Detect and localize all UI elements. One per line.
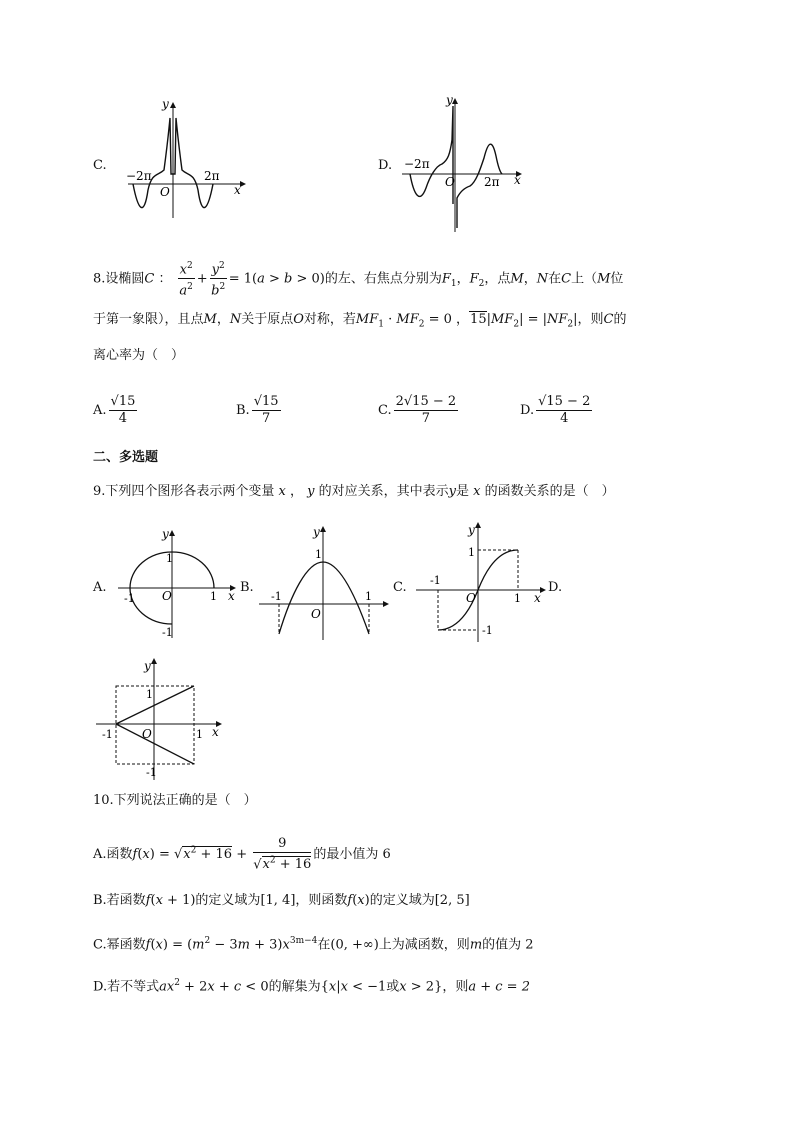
q9-label-c: C.: [393, 580, 407, 595]
svg-text:-1: -1: [482, 624, 493, 637]
q8-option-c: C. $\frac{2√15 - 2}{7}$: [378, 394, 457, 426]
svg-text:O: O: [142, 727, 152, 741]
q8-option-a: A. $\frac{√15}{4}$: [93, 394, 136, 426]
svg-text:y: y: [468, 523, 475, 537]
q10-stem: 10.下列说法正确的是（ ）: [93, 793, 257, 808]
q7d-origin: O: [445, 175, 455, 189]
q10-option-c: C.幂函数$f(x) = (m^2 - 3m + 3)x^{3m-4}$在(0, +∞)上为减函数，则m的值为 2: [93, 936, 534, 953]
svg-text:1: 1: [210, 590, 217, 603]
svg-text:1: 1: [146, 688, 153, 701]
q7d-pos2pi: 2π: [484, 175, 500, 189]
svg-text:x: x: [212, 725, 219, 739]
q7c-pos2pi: 2π: [204, 169, 220, 183]
q8-number: 8.设椭圆: [93, 271, 145, 287]
q7d-neg2pi: −2π: [404, 157, 430, 171]
q7-graph-c: [118, 100, 248, 218]
q8-line1-mid: 的左、右焦点分别为: [324, 271, 442, 287]
q10-option-a: A.函数$f(x) = √x^2 + 16$ + $\frac{9}{√x^2 + 16}$ 的最小值为 6: [93, 836, 391, 873]
q8-line1-end: 在: [548, 271, 562, 287]
svg-text:1: 1: [514, 592, 521, 605]
svg-text:-1: -1: [124, 592, 135, 605]
svg-text:-1: -1: [162, 626, 173, 639]
q9-graph-a: [114, 528, 240, 640]
svg-text:O: O: [162, 589, 172, 603]
q8-line2-b: 关于原点: [241, 312, 294, 327]
svg-text:1: 1: [315, 548, 322, 561]
q7-option-c-label: C.: [93, 158, 107, 173]
svg-text:1: 1: [196, 728, 203, 741]
q8-line2-c: 对称，若: [303, 312, 356, 327]
q7-option-d-label: D.: [378, 158, 393, 173]
q7c-origin: O: [160, 185, 170, 199]
q7c-neg2pi: −2π: [126, 169, 152, 183]
svg-text:-1: -1: [146, 766, 157, 779]
q9-graph-b: [257, 524, 391, 640]
q10-option-b: B.若函数f(x + 1)的定义域为[1, 4]，则函数f(x)的定义域为[2, 5]: [93, 893, 470, 908]
q9-label-d: D.: [548, 580, 563, 595]
q7c-x-label: x: [234, 183, 241, 197]
q8-line1-tail: 上（: [571, 271, 598, 287]
q10-option-d: D.若不等式$ax^2 + 2x + c < 0$的解集为{x|x < −1或x > 2}，则a + c = 2: [93, 978, 530, 995]
q8-line2-d: ，则: [577, 312, 604, 327]
svg-text:x: x: [228, 589, 235, 603]
svg-text:y: y: [144, 659, 151, 673]
svg-text:-1: -1: [271, 590, 282, 603]
q9-graph-c: [414, 520, 548, 642]
q8-line2-a: 于第一象限），且点: [93, 312, 204, 327]
svg-text:1: 1: [468, 546, 475, 559]
svg-text:y: y: [162, 528, 169, 541]
svg-text:1: 1: [365, 590, 372, 603]
q8-line1-tail2: 位: [610, 271, 624, 287]
svg-text:-1: -1: [102, 728, 113, 741]
q9-label-b: B.: [240, 580, 254, 595]
svg-text:O: O: [311, 607, 321, 621]
q9-stem: 9.下列四个图形各表示两个变量 x ， y 的对应关系，其中表示y是 x 的函数关系的是（ ）: [93, 484, 615, 499]
q8-option-b: B. $\frac{√15}{7}$: [236, 394, 279, 426]
q7-graph-d: [398, 96, 524, 232]
q8-option-d: D. $\frac{√15 - 2}{4}$: [520, 394, 591, 426]
svg-text:y: y: [313, 525, 320, 539]
q8-line2: 于第一象限），且点M，N关于原点O对称，若$MF_1 \cdot MF_2 = 0$ ，$15|MF_2| = |NF_2|$，则C的: [93, 312, 627, 330]
q9-graph-d: [92, 656, 224, 780]
q8-line2-e: 的: [613, 312, 627, 327]
q8-line1: 8.设椭圆C ： $\frac{x^2}{a^2}$ + $\frac{y^2}{b^2}$ = 1(a > b > 0)的左、右焦点分别为$F_1$，$F_2$，点M，N在C上（M位: [93, 258, 623, 300]
q8-line3: 离心率为（ ）: [93, 348, 185, 363]
q7d-y-label: y: [446, 96, 453, 107]
section-heading: 二、多选题: [93, 450, 159, 465]
svg-text:x: x: [534, 591, 541, 605]
svg-text:-1: -1: [430, 574, 441, 587]
svg-text:O: O: [466, 591, 476, 605]
q7c-y-label: y: [162, 100, 169, 111]
q7d-x-label: x: [514, 173, 521, 187]
svg-text:1: 1: [166, 552, 173, 565]
q9-label-a: A.: [93, 580, 107, 595]
